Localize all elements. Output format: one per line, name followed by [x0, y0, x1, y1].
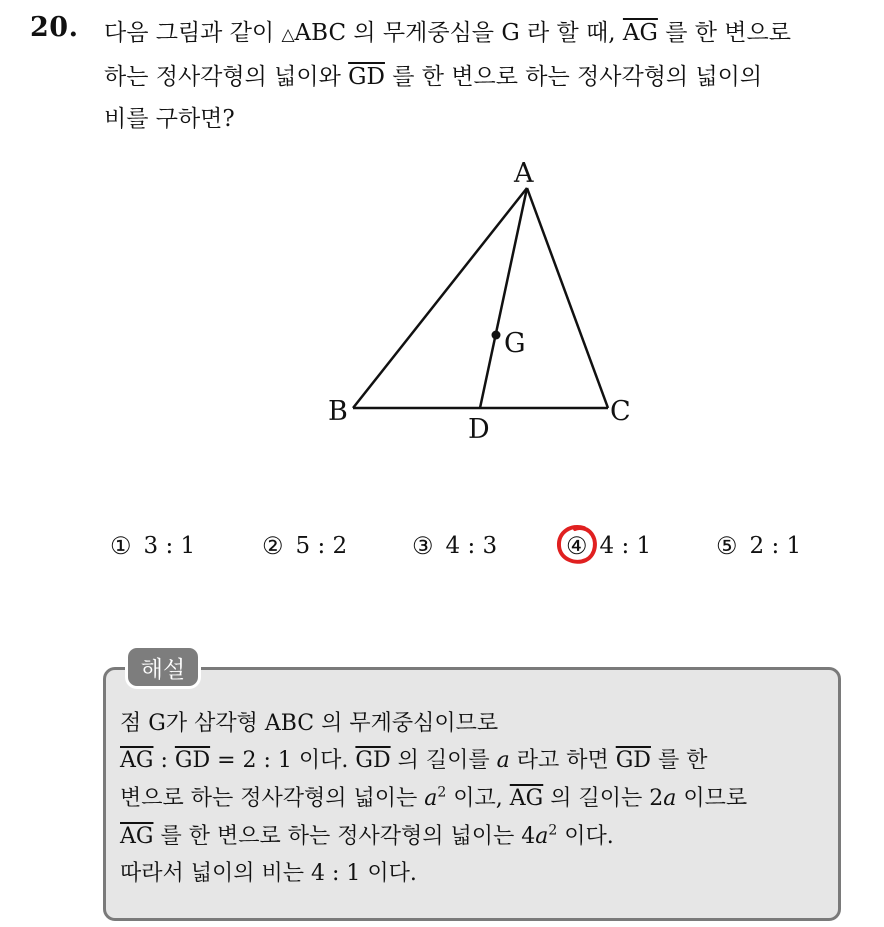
- explanation-text: 이다.: [557, 824, 614, 849]
- choice-text: 2 : 1: [749, 533, 802, 559]
- explanation-text: 의 길이는 2: [543, 786, 664, 811]
- segment-gd: $\overline{GD}$: [348, 64, 385, 90]
- choice-2[interactable]: [262, 532, 347, 560]
- explanation-text: 이고,: [446, 786, 510, 811]
- explanation-text: = 2 : 1 이다.: [210, 748, 356, 773]
- side-ac: [527, 188, 608, 408]
- centroid-point: [492, 331, 501, 340]
- explanation-text: 이므로: [676, 786, 748, 811]
- choice-text: 4 : 3: [445, 533, 498, 559]
- choice-text: 5 : 2: [295, 533, 348, 559]
- question-text: 를 한 변으로 하는 정사각형의 넓이의: [384, 64, 763, 90]
- question-text: 다음 그림과 같이: [104, 20, 282, 46]
- explanation-line-4: [120, 819, 614, 850]
- exponent: 2: [437, 784, 447, 801]
- segment-gd: $\overline{GD}$: [174, 748, 211, 773]
- explanation-text: 변으로 하는 정사각형의 넓이는: [120, 786, 425, 811]
- triangle-figure: [300, 150, 660, 450]
- triangle-symbol: △: [281, 25, 295, 45]
- exponent: 2: [548, 822, 558, 839]
- label-c: C: [610, 396, 631, 427]
- segment-gd: $\overline{GD}$: [355, 748, 391, 773]
- explanation-text: 라고 하면: [509, 748, 616, 773]
- question-line-2: [104, 58, 762, 91]
- choice-number: ③: [412, 532, 434, 560]
- explanation-line-5: 따라서 넓이의 비는 4 : 1 이다.: [120, 861, 417, 886]
- choice-number: ④: [566, 532, 588, 560]
- explanation-line-2: [120, 743, 707, 774]
- variable-a: a: [496, 748, 510, 773]
- choice-3[interactable]: [412, 532, 497, 560]
- question-line-3: 비를 구하면?: [104, 106, 235, 132]
- choice-text: 3 : 1: [143, 533, 196, 559]
- question-text: 하는 정사각형의 넓이와: [104, 64, 349, 90]
- choice-text: 4 : 1: [599, 533, 652, 559]
- choice-number: ①: [110, 532, 132, 560]
- segment-ag: $\overline{AG}$: [509, 786, 544, 811]
- side-ab: [353, 188, 527, 408]
- explanation-text: 의 길이를: [390, 748, 497, 773]
- label-d: D: [468, 414, 490, 445]
- answer-circle-mark: [553, 522, 601, 568]
- variable-a: a: [663, 786, 677, 811]
- explanation-text: :: [153, 748, 175, 773]
- question-line-1: [104, 14, 791, 47]
- question-text: 를 한 변으로: [657, 20, 791, 46]
- choice-1[interactable]: [110, 532, 195, 560]
- choice-5[interactable]: [716, 532, 801, 560]
- explanation-tab: 해설: [128, 648, 198, 686]
- label-g: G: [504, 328, 526, 359]
- explanation-text: 를 한: [650, 748, 708, 773]
- explanation-line-1: 점 G가 삼각형 ABC 의 무게중심이므로: [120, 711, 499, 736]
- explanation-text: 를 한 변으로 하는 정사각형의 넓이는 4: [153, 824, 536, 849]
- choice-number: ②: [262, 532, 284, 560]
- question-text: ABC 의 무게중심을 G 라 할 때,: [294, 20, 623, 46]
- segment-ag: $\overline{AG}$: [120, 748, 154, 773]
- label-a: A: [514, 158, 534, 189]
- label-b: B: [328, 396, 348, 427]
- variable-a: a: [424, 786, 438, 811]
- question-number: 20.: [30, 12, 79, 43]
- choice-number: ⑤: [716, 532, 738, 560]
- segment-gd: $\overline{GD}$: [615, 748, 651, 773]
- variable-a: a: [535, 824, 549, 849]
- segment-ag: $\overline{AG}$: [120, 824, 154, 849]
- median-ad: [480, 188, 527, 408]
- segment-ag: $\overline{AG}$: [622, 20, 658, 46]
- red-circle-stroke: [559, 527, 595, 562]
- explanation-line-3: [120, 781, 747, 812]
